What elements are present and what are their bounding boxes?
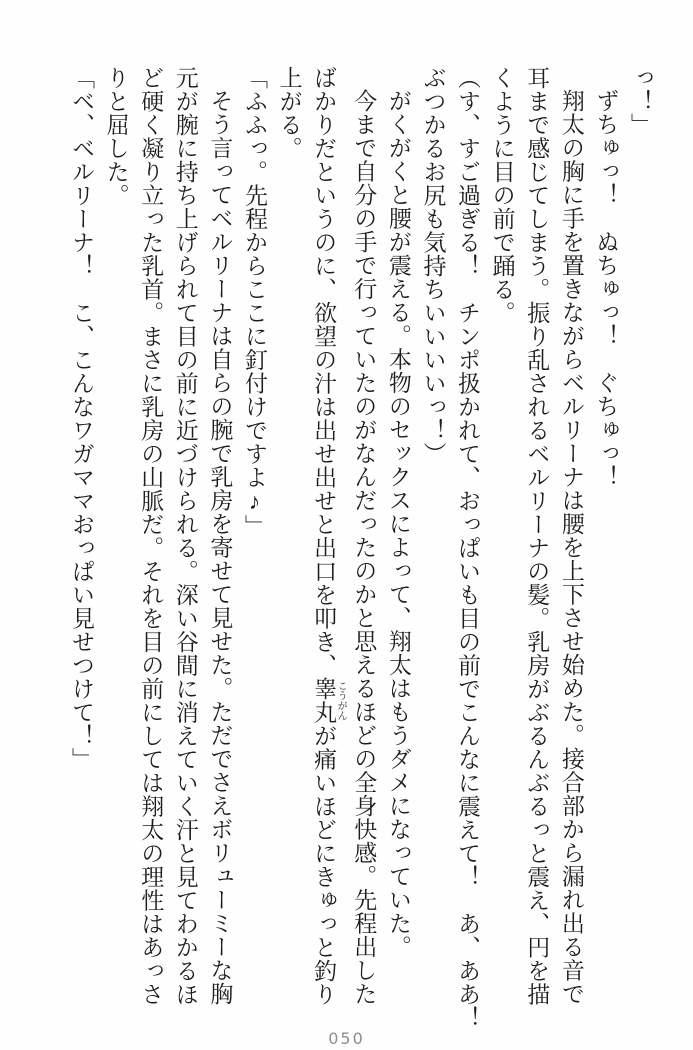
text-column: ばかりだというのに、欲望の汁は出せ出せと出口を叩き、睾丸 こうがんが痛いほどにきゅっと釣り <box>311 66 347 1006</box>
text-column: そう言ってベルリーナは自らの腕で乳房を寄せて見せた。ただでさえボリューミーな胸 <box>207 89 233 1006</box>
text-column: っ！」 <box>628 66 653 137</box>
text-columns <box>40 66 657 1030</box>
text-column: 翔太の胸に手を置きながらベルリーナは腰を上下させ始めた。接合部から漏れ出る音で <box>558 89 584 1006</box>
text-column: くように目の前で踊る。 <box>489 66 515 325</box>
page-number: 050 <box>328 1029 365 1048</box>
text-column: ぶつかるお尻も気持ちいいいいっ！） <box>420 66 446 466</box>
text-column: 「ふふっ。先程からここに釘付けですよ♪」 <box>241 66 267 538</box>
text-column: ずちゅっ！ ぬちゅっ！ ぐちゅっ！ <box>593 89 619 489</box>
text-column: 上がる。 <box>276 66 302 160</box>
text-column: 「ベ、ベルリーナ！ こ、こんなワガママおっぱい見せつけて！」 <box>69 66 94 771</box>
text-column: （す、すご過ぎる！ チンポ扱かれて、おっぱいも目の前でこんなに震えて！ あ、ああ！ <box>455 66 481 1030</box>
text-column: 元が腕に持ち上げられて目の前に近づけられる。深い谷間に消えていく汗と見てわかるほ <box>172 66 198 1006</box>
text-column: 今まで自分の手で行っていたのがなんだったのかと思えるほどの全身快感。先程出した <box>351 89 377 1006</box>
text-column: がくがくと腰が震える。本物のセックスによって、翔太はもうダメになっていた。 <box>385 89 411 959</box>
ruby-annotated-word: 睾丸 こうがん <box>311 677 347 724</box>
text-column: りと屈した。 <box>103 66 129 207</box>
text-column: 耳まで感じてしまう。振り乱されるベルリーナの髪。乳房がぶるんぶるっと震え、円を描 <box>524 66 550 1006</box>
text-column: ど硬く凝り立った乳首。まさに乳房の山脈だ。それを目の前にしては翔太の理性はあっさ <box>138 66 164 1006</box>
